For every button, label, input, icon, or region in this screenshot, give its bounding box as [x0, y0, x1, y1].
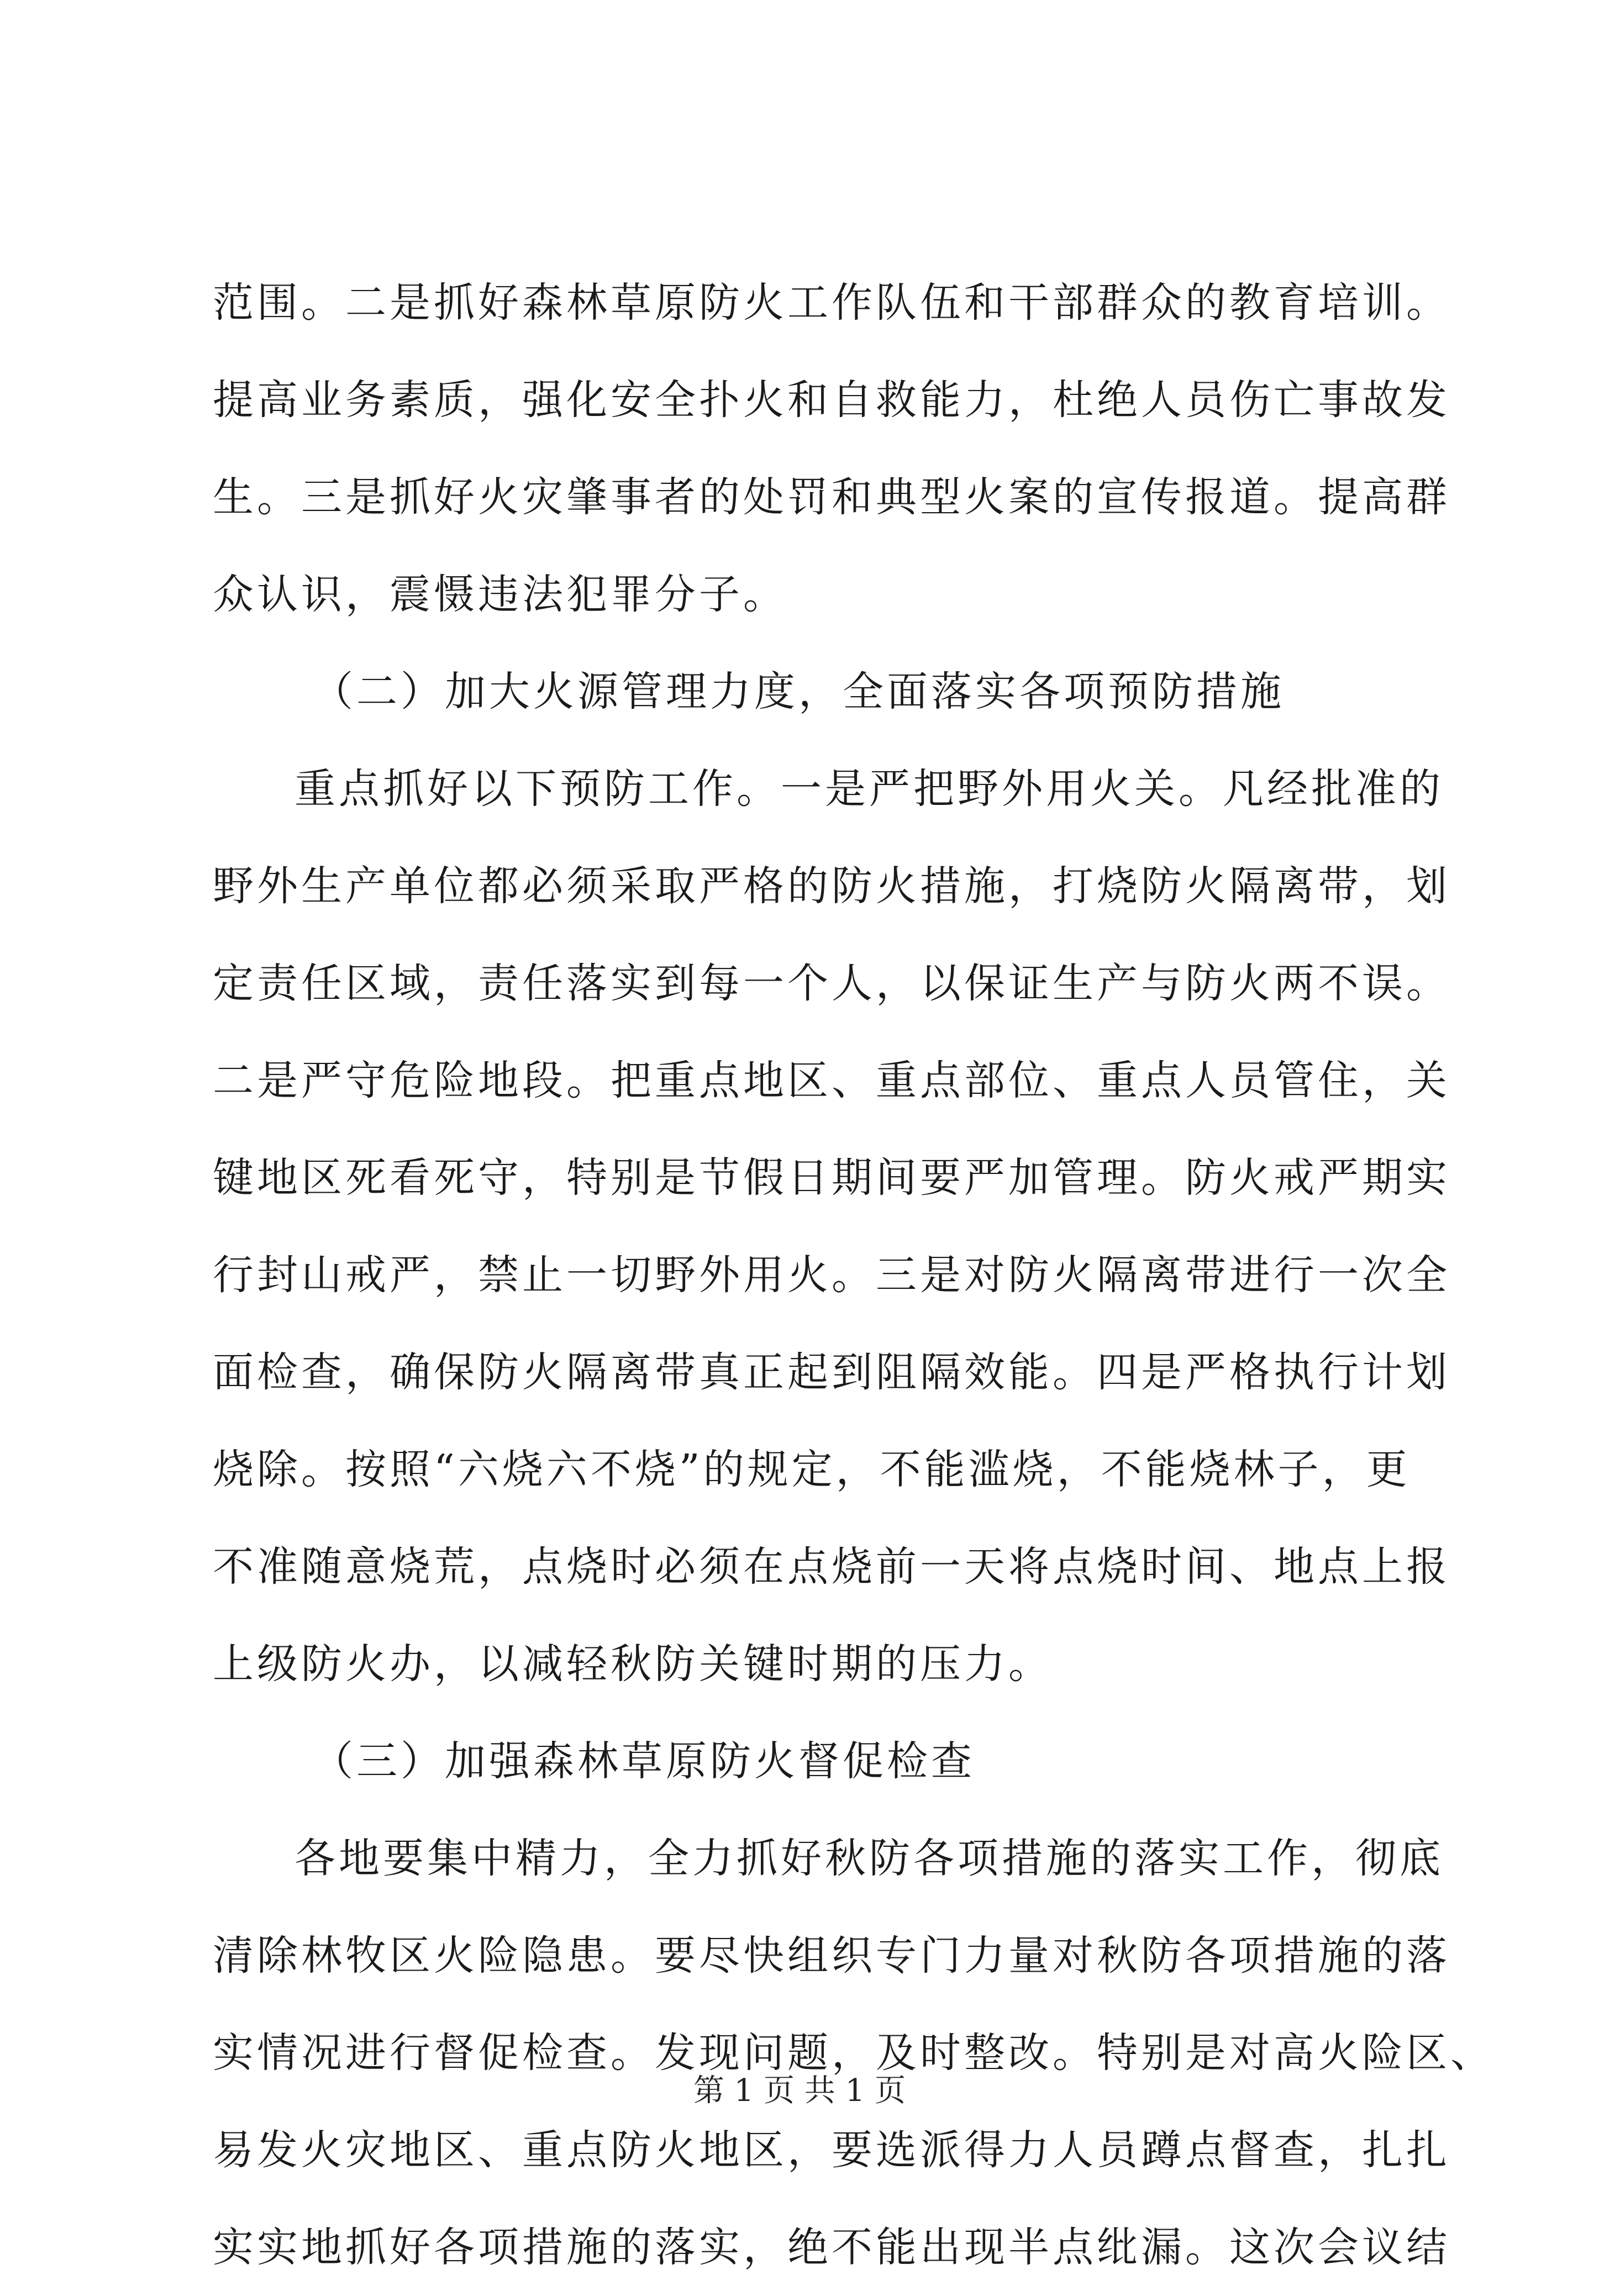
text-line: 生。三是抓好火灾肇事者的处罚和典型火案的宣传报道。提高群: [213, 473, 1450, 521]
text-line: 重点抓好以下预防工作。一是严把野外用火关。凡经批准的: [294, 765, 1444, 813]
text-line: 野外生产单位都必须采取严格的防火措施，打烧防火隔离带，划: [213, 862, 1450, 910]
text-line: 实实地抓好各项措施的落实，绝不能出现半点纰漏。这次会议结: [213, 2224, 1450, 2271]
text-line: 烧除。按照“六烧六不烧”的规定，不能滥烧，不能烧林子，更: [213, 1446, 1411, 1493]
text-line: 清除林牧区火险隐患。要尽快组织专门力量对秋防各项措施的落: [213, 1932, 1450, 1979]
text-line: 面检查，确保防火隔离带真正起到阻隔效能。四是严格执行计划: [213, 1349, 1450, 1396]
text-line: 易发火灾地区、重点防火地区，要选派得力人员蹲点督查，扎扎: [213, 2126, 1450, 2174]
page-number-footer: 第 1 页 共 1 页: [693, 2073, 906, 2109]
text-line: 不准随意烧荒，点烧时必须在点烧前一天将点烧时间、地点上报: [213, 1543, 1450, 1591]
text-line: 二是严守危险地段。把重点地区、重点部位、重点人员管住，关: [213, 1057, 1450, 1104]
document-body: [213, 254, 1495, 2296]
text-line: 行封山戒严，禁止一切野外用火。三是对防火隔离带进行一次全: [213, 1251, 1450, 1299]
text-line: 上级防火办，以减轻秋防关键时期的压力。: [213, 1640, 1053, 1688]
text-line: 键地区死看死守，特别是节假日期间要严加管理。防火戒严期实: [213, 1154, 1450, 1202]
text-line: 提高业务素质，强化安全扑火和自救能力，杜绝人员伤亡事故发: [213, 376, 1450, 424]
section-heading: （二）加大火源管理力度，全面落实各项预防措施: [312, 668, 1285, 715]
text-line: 定责任区域，责任落实到每一个人，以保证生产与防火两不误。: [213, 960, 1450, 1007]
text-line: 实情况进行督促检查。发现问题，及时整改。特别是对高火险区、: [213, 2029, 1495, 2077]
text-line: 众认识，震慑违法犯罪分子。: [213, 571, 787, 618]
section-heading: （三）加强森林草原防火督促检查: [312, 1737, 975, 1785]
text-line: 各地要集中精力，全力抓好秋防各项措施的落实工作，彻底: [294, 1835, 1444, 1882]
text-line: 范围。二是抓好森林草原防火工作队伍和干部群众的教育培训。: [213, 279, 1450, 327]
